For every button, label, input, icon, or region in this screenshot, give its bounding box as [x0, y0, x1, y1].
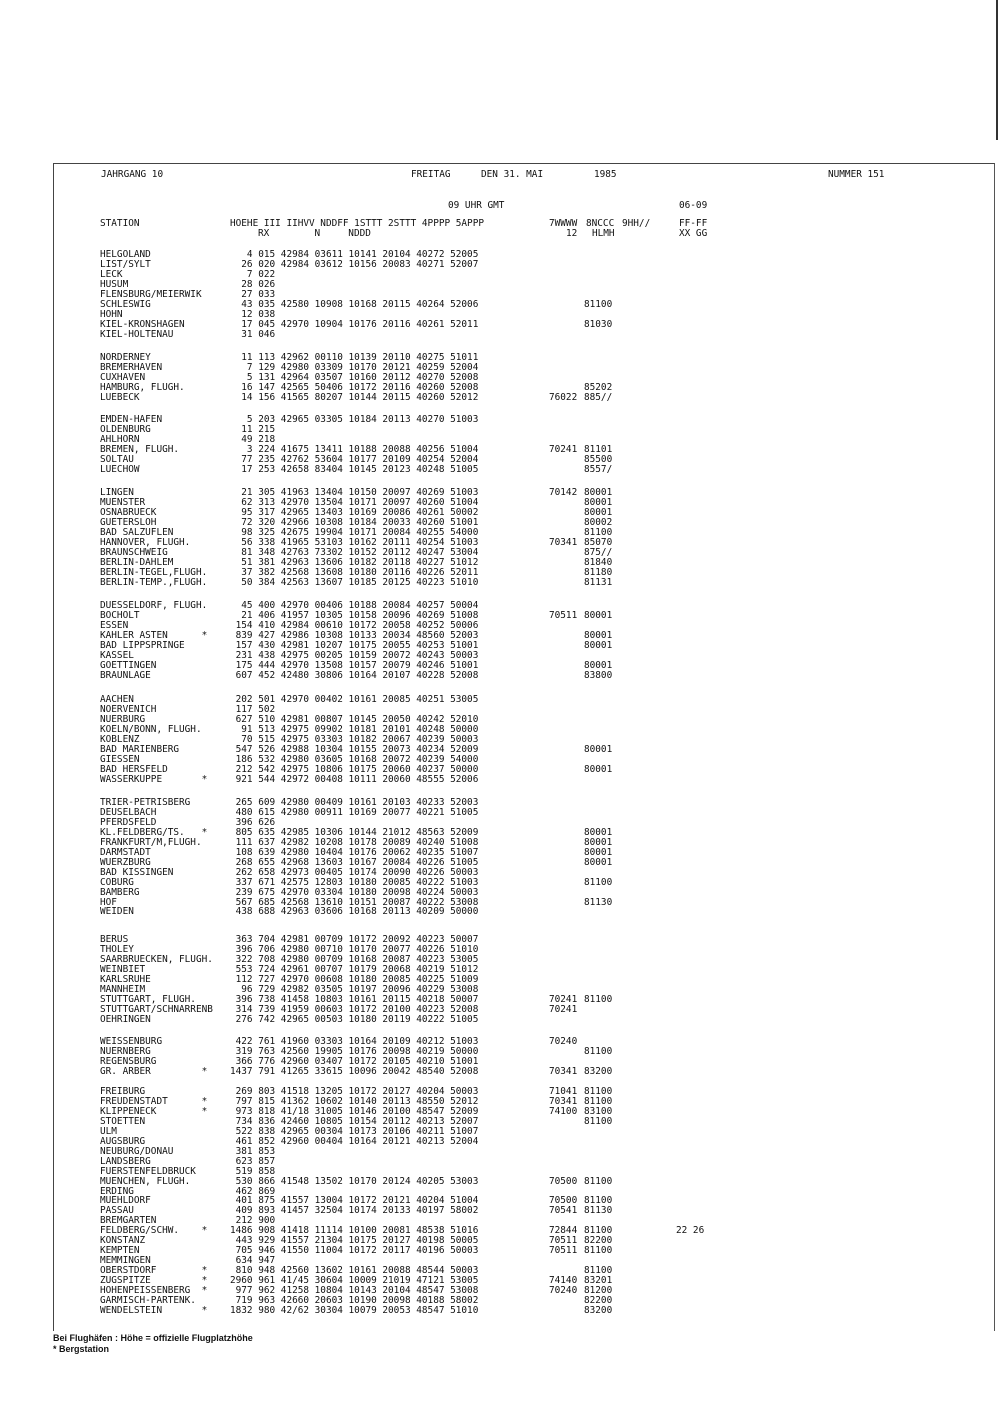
weather-code: 70341: [549, 1065, 578, 1077]
station-codes: 117 502: [230, 703, 276, 715]
station-codes: 12 038: [230, 308, 276, 320]
station-name: OBERSTDORF *: [100, 1265, 208, 1277]
station-codes: 96 729 42982 03505 10197 20096 40229 53008: [230, 983, 479, 995]
cloud-code: 81100: [584, 993, 613, 1005]
station-codes: 973 818 41/18 31005 10146 20100 48547 52009: [230, 1105, 479, 1117]
station-name: HUSUM: [100, 278, 129, 290]
station-codes: 37 382 42568 13608 10180 20116 40226 52011: [230, 566, 479, 578]
station-codes: 422 761 41960 03303 10164 20109 40212 51003: [230, 1036, 479, 1047]
station-codes: 14 156 41565 80207 10144 20115 40260 52012: [230, 391, 479, 403]
page-edge-line: [996, 0, 998, 140]
cloud-code: 80001: [584, 496, 613, 508]
cloud-code: 83201: [584, 1275, 613, 1287]
station-codes: 45 400 42970 00406 10188 20084 40257 50004: [230, 600, 479, 611]
station-column-header: STATION: [100, 218, 140, 229]
station-name: KL.FELDBERG/TS. *: [100, 826, 208, 838]
code-column-headers: HOEHE III IIHVV NDDFF 1STTT 2STTT 4PPPP 5APPP: [230, 218, 484, 229]
date-label: DEN 31. MAI: [481, 169, 544, 180]
station-name: OEHRINGEN: [100, 1013, 151, 1025]
station-name: NUERBURG: [100, 713, 146, 725]
station-name: HELGOLAND: [100, 249, 151, 260]
station-name: REGENSBURG: [100, 1055, 157, 1067]
station-name: PASSAU: [100, 1205, 134, 1217]
station-name: BRAUNLAGE: [100, 669, 151, 681]
cloud-code: 81100: [584, 1115, 613, 1127]
station-name: MUENSTER: [100, 496, 146, 508]
station-codes: 43 035 42580 10908 10168 20115 40264 52006: [230, 298, 479, 310]
code-column-subheaders: RX N NDDD: [258, 228, 371, 239]
weather-code: 70500: [549, 1175, 578, 1187]
station-codes: 265 609 42980 00409 10161 20103 40233 52003: [230, 797, 479, 808]
station-codes: 1486 908 41418 11114 10100 20081 48538 51016: [230, 1225, 479, 1237]
station-codes: 7 129 42980 03309 10170 20121 40259 52004: [230, 361, 479, 373]
weather-code: 70511: [549, 609, 578, 621]
station-name: COBURG: [100, 876, 134, 888]
station-name: KIEL-KRONSHAGEN: [100, 318, 185, 330]
extra-code: 22 26: [676, 1225, 705, 1237]
cloud-code: 81100: [584, 1195, 613, 1207]
station-codes: 839 427 42986 10308 10133 20034 48560 52003: [230, 629, 479, 641]
station-name: BAD LIPPSPRINGE: [100, 639, 185, 651]
station-codes: 921 544 42972 00408 10111 20060 48555 52006: [230, 773, 479, 785]
station-name: NUERNBERG: [100, 1045, 151, 1057]
station-codes: 623 857: [230, 1155, 276, 1167]
station-codes: 175 444 42970 13508 10157 20079 40246 51001: [230, 659, 479, 671]
cloud-code: 80001: [584, 659, 613, 671]
station-codes: 28 026: [230, 278, 276, 290]
station-codes: 553 724 42961 00707 10179 20068 40219 51012: [230, 963, 479, 975]
station-name: WASSERKUPPE *: [100, 773, 208, 785]
station-codes: 719 963 42660 20603 10190 20098 40188 58002: [230, 1295, 479, 1307]
station-name: TRIER-PETRISBERG: [100, 797, 191, 808]
station-codes: 56 338 41965 53103 10162 20111 40254 51003: [230, 536, 479, 548]
cloud-code: 81130: [584, 896, 613, 908]
weather-code: 76022: [549, 391, 578, 403]
station-name: ESSEN: [100, 619, 129, 631]
station-name: BERLIN-TEGEL,FLUGH.: [100, 566, 208, 578]
station-name: KLIPPENECK *: [100, 1105, 208, 1117]
station-codes: 634 947: [230, 1255, 276, 1267]
station-name: THOLEY: [100, 943, 134, 955]
station-name: NORDERNEY: [100, 352, 151, 363]
observation-time: 09 UHR GMT: [448, 200, 505, 211]
station-codes: 16 147 42565 50406 10172 20116 40260 52008: [230, 381, 479, 393]
station-codes: 705 946 41550 11004 10172 20117 40196 50003: [230, 1245, 479, 1257]
station-name: DUESSELDORF, FLUGH.: [100, 600, 208, 611]
cloud-code: 885//: [584, 391, 613, 403]
cloud-code: 85500: [584, 453, 613, 465]
station-codes: 1832 980 42/62 30304 10079 20053 48547 51010: [230, 1304, 479, 1316]
station-name: LUEBECK: [100, 391, 140, 403]
weather-code: 71041: [549, 1086, 578, 1097]
station-codes: 77 235 42762 53604 10177 20109 40254 52004: [230, 453, 479, 465]
station-name: SOLTAU: [100, 453, 134, 465]
cloud-code: 83800: [584, 669, 613, 681]
weather-code: 70541: [549, 1205, 578, 1217]
station-codes: 396 626: [230, 816, 276, 828]
cloud-code: 81100: [584, 1245, 613, 1257]
weather-code: 70240: [549, 1036, 578, 1047]
station-name: BOCHOLT: [100, 609, 140, 621]
station-codes: 5 131 42964 03507 10160 20112 40270 52008: [230, 371, 479, 383]
station-name: AACHEN: [100, 694, 134, 705]
station-codes: 11 113 42962 00110 10139 20110 40275 51011: [230, 352, 479, 363]
station-name: BERLIN-TEMP.,FLUGH.: [100, 576, 208, 588]
station-name: BREMEN, FLUGH.: [100, 443, 180, 455]
station-codes: 154 410 42984 00610 10172 20058 40252 50006: [230, 619, 479, 631]
station-codes: 567 685 42568 13610 10151 20087 40222 53008: [230, 896, 479, 908]
weather-code: 70241: [549, 443, 578, 455]
weather-code: 70241: [549, 993, 578, 1005]
footnote-airports: Bei Flughäfen : Höhe = offizielle Flugplatzhöhe: [53, 1333, 253, 1343]
station-name: HAMBURG, FLUGH.: [100, 381, 185, 393]
station-name: LINGEN: [100, 487, 134, 498]
station-codes: 95 317 42965 13403 10169 20086 40261 50002: [230, 506, 479, 518]
station-name: BAMBERG: [100, 886, 140, 898]
station-name: MUEHLDORF: [100, 1195, 151, 1207]
station-name: MANNHEIM: [100, 983, 146, 995]
weather-report-frame: [53, 163, 995, 1331]
station-codes: 627 510 42981 00807 10145 20050 40242 52010: [230, 713, 479, 725]
station-codes: 231 438 42975 00205 10159 20072 40243 50003: [230, 649, 479, 661]
weather-code: 70511: [549, 1235, 578, 1247]
station-codes: 3 224 41675 13411 10188 20088 40256 51004: [230, 443, 479, 455]
station-name: KASSEL: [100, 649, 134, 661]
station-name: GUETERSLOH: [100, 516, 157, 528]
col-ff: FF-FF: [679, 218, 708, 229]
station-codes: 363 704 42981 00709 10172 20092 40223 50007: [230, 934, 479, 945]
station-codes: 322 708 42980 00709 10168 20087 40223 53005: [230, 953, 479, 965]
cloud-code: 81100: [584, 1265, 613, 1277]
station-codes: 810 948 42560 13602 10161 20088 48544 50003: [230, 1265, 479, 1277]
station-name: WEISSENBURG: [100, 1036, 163, 1047]
station-name: DEUSELBACH: [100, 806, 157, 818]
station-codes: 4 015 42984 03611 10141 20104 40272 52005: [230, 249, 479, 260]
col-9hh: 9HH//: [622, 218, 651, 229]
station-name: LIST/SYLT: [100, 258, 151, 270]
cloud-code: 81100: [584, 1095, 613, 1107]
weather-code: 70511: [549, 1245, 578, 1257]
cloud-code: 80001: [584, 743, 613, 755]
cloud-code: 82200: [584, 1235, 613, 1247]
station-codes: 268 655 42968 13603 10167 20084 40226 51005: [230, 856, 479, 868]
station-codes: 62 313 42970 13504 10171 20097 40260 51004: [230, 496, 479, 508]
station-name: FREIBURG: [100, 1086, 146, 1097]
station-codes: 805 635 42985 10306 10144 21012 48563 52009: [230, 826, 479, 838]
station-codes: 11 215: [230, 423, 276, 435]
station-name: BAD KISSINGEN: [100, 866, 174, 878]
cloud-code: 81180: [584, 566, 613, 578]
cloud-code: 80001: [584, 487, 613, 498]
station-name: FUERSTENFELDBRUCK: [100, 1165, 196, 1177]
weather-code: 70341: [549, 536, 578, 548]
station-name: PFERDSFELD: [100, 816, 157, 828]
cloud-code: 83100: [584, 1105, 613, 1117]
station-name: BAD HERSFELD: [100, 763, 168, 775]
station-codes: 977 962 41258 10804 10143 20104 48547 53008: [230, 1285, 479, 1297]
station-name: KOBLENZ: [100, 733, 140, 745]
cloud-code: 80001: [584, 763, 613, 775]
issue-number: NUMMER 151: [828, 169, 885, 180]
cloud-code: 81840: [584, 556, 613, 568]
station-codes: 7 022: [230, 268, 276, 280]
weather-code: 70240: [549, 1285, 578, 1297]
station-codes: 26 020 42984 03612 10156 20083 40271 52007: [230, 258, 479, 270]
station-name: KIEL-HOLTENAU: [100, 328, 174, 340]
cloud-code: 83200: [584, 1304, 613, 1316]
cloud-code: 80001: [584, 836, 613, 848]
station-codes: 547 526 42988 10304 10155 20073 40234 52009: [230, 743, 479, 755]
cloud-code: 81101: [584, 443, 613, 455]
col-8nccc-sub: HLMH: [592, 228, 615, 239]
station-name: STUTTGART, FLUGH.: [100, 993, 196, 1005]
cloud-code: 81030: [584, 318, 613, 330]
weather-code: 74100: [549, 1105, 578, 1117]
cloud-code: 80002: [584, 516, 613, 528]
station-codes: 91 513 42975 09902 10181 20101 40248 50000: [230, 723, 479, 735]
station-codes: 519 858: [230, 1165, 276, 1177]
station-codes: 401 875 41557 13004 10172 20121 40204 51004: [230, 1195, 479, 1207]
station-name: STOETTEN: [100, 1115, 146, 1127]
cloud-code: 80001: [584, 639, 613, 651]
station-name: LUECHOW: [100, 463, 140, 475]
col-7wwww: 7WWWW: [549, 218, 578, 229]
station-codes: 1437 791 41265 33615 10096 20042 48540 52008: [230, 1065, 479, 1077]
station-codes: 480 615 42980 00911 10169 20077 40221 51005: [230, 806, 479, 818]
station-codes: 51 381 42963 13606 10182 20118 40227 51012: [230, 556, 479, 568]
cloud-code: 81131: [584, 576, 613, 588]
year-label: 1985: [594, 169, 617, 180]
station-name: GARMISCH-PARTENK.: [100, 1295, 196, 1307]
station-codes: 438 688 42963 03606 10168 20113 40209 50000: [230, 906, 479, 918]
station-codes: 212 542 42975 10806 10175 20060 40237 50000: [230, 763, 479, 775]
footnote-mountain-stations: * Bergstation: [53, 1344, 110, 1354]
station-codes: 186 532 42980 03605 10168 20072 40239 54000: [230, 753, 479, 765]
station-codes: 530 866 41548 13502 10170 20124 40205 53003: [230, 1175, 479, 1187]
station-name: MUENCHEN, FLUGH.: [100, 1175, 191, 1187]
station-name: GR. ARBER *: [100, 1065, 208, 1077]
station-codes: 108 639 42980 10404 10176 20062 40235 51007: [230, 846, 479, 858]
station-codes: 49 218: [230, 433, 276, 445]
station-codes: 27 033: [230, 288, 276, 300]
station-codes: 112 727 42970 00608 10180 20085 40225 51009: [230, 973, 479, 985]
station-codes: 98 325 42675 19904 10171 20084 40255 54000: [230, 526, 479, 538]
station-codes: 5 203 42965 03305 10184 20113 40270 51003: [230, 414, 479, 425]
station-codes: 269 803 41518 13205 10172 20127 40204 50003: [230, 1086, 479, 1097]
station-name: BAD SALZUFLEN: [100, 526, 174, 538]
station-name: HOHENPEISSENBERG *: [100, 1285, 208, 1297]
station-name: WENDELSTEIN *: [100, 1304, 208, 1316]
station-name: BERLIN-DAHLEM: [100, 556, 174, 568]
station-name: NOERVENICH: [100, 703, 157, 715]
station-name: BRAUNSCHWEIG: [100, 546, 168, 558]
station-codes: 31 046: [230, 328, 276, 340]
station-name: WUERZBURG: [100, 856, 151, 868]
station-codes: 50 384 42563 13607 10185 20125 40223 51010: [230, 576, 479, 588]
cloud-code: 80001: [584, 826, 613, 838]
cloud-code: 80001: [584, 856, 613, 868]
station-codes: 381 853: [230, 1145, 276, 1157]
station-codes: 21 406 41957 10305 10158 20096 40269 51008: [230, 609, 479, 621]
cloud-code: 80001: [584, 506, 613, 518]
cloud-code: 81100: [584, 1175, 613, 1187]
station-name: HANNOVER, FLUGH.: [100, 536, 191, 548]
cloud-code: 875//: [584, 546, 613, 558]
station-codes: 607 452 42480 30806 10164 20107 40228 52008: [230, 669, 479, 681]
station-codes: 522 838 42965 00304 10173 20106 40211 51007: [230, 1125, 479, 1137]
station-name: DARMSTADT: [100, 846, 151, 858]
station-name: NEUBURG/DONAU: [100, 1145, 174, 1157]
cloud-code: 85070: [584, 536, 613, 548]
station-name: HOHN: [100, 308, 123, 320]
station-name: AUGSBURG: [100, 1135, 146, 1147]
station-name: FELDBERG/SCHW. *: [100, 1225, 208, 1237]
station-name: WEIDEN: [100, 906, 134, 918]
station-name: WEINBIET: [100, 963, 146, 975]
station-codes: 72 320 42966 10308 10184 20033 40260 51001: [230, 516, 479, 528]
station-name: STUTTGART/SCHNARRENB: [100, 1003, 213, 1015]
time-range: 06-09: [679, 200, 708, 211]
station-name: BREMERHAVEN: [100, 361, 163, 373]
station-codes: 734 836 42460 10805 10154 20112 40213 52007: [230, 1115, 479, 1127]
col-7wwww-sub: 12: [566, 228, 578, 239]
station-codes: 17 253 42658 83404 10145 20123 40248 51005: [230, 463, 479, 475]
station-codes: 70 515 42975 03303 10182 20067 40239 50003: [230, 733, 479, 745]
weather-code: 70341: [549, 1095, 578, 1107]
col-8nccc: 8NCCC: [586, 218, 615, 229]
station-name: FREUDENSTADT *: [100, 1095, 208, 1107]
weather-code: 70500: [549, 1195, 578, 1207]
station-name: KEMPTEN: [100, 1245, 140, 1257]
weather-code: 70241: [549, 1003, 578, 1015]
station-codes: 797 815 41362 10602 10140 20113 48550 52012: [230, 1095, 479, 1107]
station-name: BERUS: [100, 934, 129, 945]
station-name: OSNABRUECK: [100, 506, 157, 518]
col-xx-gg: XX GG: [679, 228, 708, 239]
station-codes: 17 045 42970 10904 10176 20116 40261 52011: [230, 318, 479, 330]
station-name: ERDING: [100, 1185, 134, 1197]
cloud-code: 81100: [584, 1045, 613, 1057]
cloud-code: 81100: [584, 298, 613, 310]
station-codes: 461 852 42960 00404 10164 20121 40213 52004: [230, 1135, 479, 1147]
cloud-code: 81100: [584, 1225, 613, 1237]
station-codes: 212 900: [230, 1215, 276, 1227]
station-name: MEMMINGEN: [100, 1255, 151, 1267]
cloud-code: 81100: [584, 1086, 613, 1097]
station-name: SAARBRUECKEN, FLUGH.: [100, 953, 213, 965]
station-codes: 21 305 41963 13404 10150 20097 40269 51003: [230, 487, 479, 498]
cloud-code: 82200: [584, 1295, 613, 1307]
station-name: SCHLESWIG: [100, 298, 151, 310]
station-codes: 239 675 42970 03304 10180 20098 40224 50003: [230, 886, 479, 898]
station-name: BREMGARTEN: [100, 1215, 157, 1227]
station-name: KOELN/BONN, FLUGH.: [100, 723, 202, 735]
station-codes: 366 776 42960 03407 10172 20105 40210 51001: [230, 1055, 479, 1067]
station-name: HOF: [100, 896, 117, 908]
station-codes: 319 763 42560 19905 10176 20098 40219 50000: [230, 1045, 479, 1057]
station-name: LECK: [100, 268, 123, 280]
station-codes: 396 706 42980 00710 10170 20077 40226 51010: [230, 943, 479, 955]
station-codes: 337 671 42575 12803 10180 20085 40222 51003: [230, 876, 479, 888]
station-name: ZUGSPITZE *: [100, 1275, 208, 1287]
station-codes: 276 742 42965 00503 10180 20119 40222 51005: [230, 1013, 479, 1025]
station-name: FLENSBURG/MEIERWIK: [100, 288, 202, 300]
station-name: LANDSBERG: [100, 1155, 151, 1167]
station-codes: 157 430 42981 10207 10175 20055 40253 51001: [230, 639, 479, 651]
weather-code: 70142: [549, 487, 578, 498]
station-name: AHLHORN: [100, 433, 140, 445]
station-codes: 81 348 42763 73302 10152 20112 40247 53004: [230, 546, 479, 558]
station-name: CUXHAVEN: [100, 371, 146, 383]
cloud-code: 80001: [584, 629, 613, 641]
station-name: KAHLER ASTEN *: [100, 629, 208, 641]
volume-label: JAHRGANG 10: [101, 169, 164, 180]
weekday-label: FREITAG: [411, 169, 451, 180]
station-codes: 202 501 42970 00402 10161 20085 40251 53005: [230, 694, 479, 705]
station-codes: 396 738 41458 10803 10161 20115 40218 50007: [230, 993, 479, 1005]
cloud-code: 85202: [584, 381, 613, 393]
weather-code: 72844: [549, 1225, 578, 1237]
station-codes: 314 739 41959 00603 10172 20100 40223 52008: [230, 1003, 479, 1015]
weather-code: 74140: [549, 1275, 578, 1287]
station-name: ULM: [100, 1125, 117, 1137]
cloud-code: 80001: [584, 609, 613, 621]
station-name: FRANKFURT/M,FLUGH.: [100, 836, 202, 848]
station-name: KARLSRUHE: [100, 973, 151, 985]
station-name: GOETTINGEN: [100, 659, 157, 671]
station-codes: 111 637 42982 10208 10178 20089 40240 51008: [230, 836, 479, 848]
station-codes: 2960 961 41/45 30604 10009 21019 47121 53005: [230, 1275, 479, 1287]
station-name: GIESSEN: [100, 753, 140, 765]
station-name: BAD MARIENBERG: [100, 743, 180, 755]
station-codes: 462 869: [230, 1185, 276, 1197]
station-codes: 443 929 41557 21304 10175 20127 40198 50005: [230, 1235, 479, 1247]
cloud-code: 8557/: [584, 463, 613, 475]
station-name: EMDEN-HAFEN: [100, 414, 163, 425]
station-codes: 409 893 41457 32504 10174 20133 40197 58002: [230, 1205, 479, 1217]
cloud-code: 83200: [584, 1065, 613, 1077]
cloud-code: 81100: [584, 526, 613, 538]
cloud-code: 81100: [584, 876, 613, 888]
station-name: KONSTANZ: [100, 1235, 146, 1247]
station-codes: 262 658 42973 00405 10174 20090 40226 50003: [230, 866, 479, 878]
cloud-code: 80001: [584, 846, 613, 858]
cloud-code: 81130: [584, 1205, 613, 1217]
cloud-code: 81200: [584, 1285, 613, 1297]
station-name: OLDENBURG: [100, 423, 151, 435]
